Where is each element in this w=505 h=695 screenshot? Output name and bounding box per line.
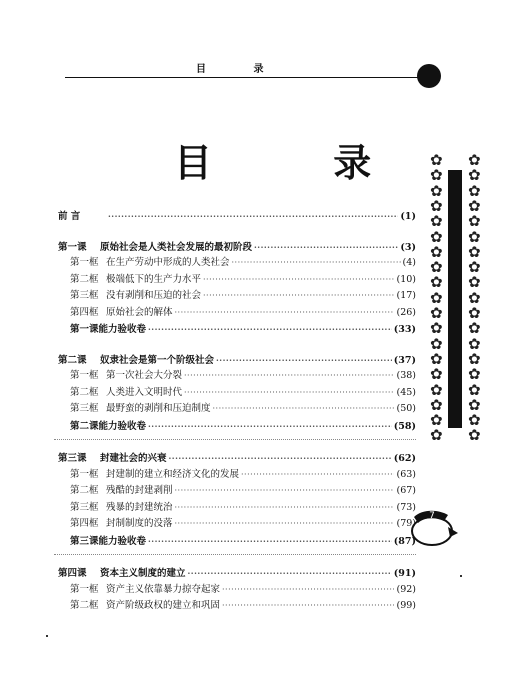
section-page: (45) xyxy=(396,386,416,398)
section-num: 第三框 xyxy=(70,403,99,414)
flower-knot-icon: ✿ xyxy=(430,181,443,200)
flower-knot-icon: ✿ xyxy=(430,227,443,246)
flower-knot-icon: ✿ xyxy=(430,304,443,322)
section-num: 第二框 xyxy=(70,386,99,398)
flower-knot-icon: ✿ xyxy=(468,227,481,246)
dot-leader xyxy=(148,533,392,550)
section-title: 封制制度的没落 xyxy=(106,518,173,529)
page-emblem-icon xyxy=(408,505,460,549)
section-title: 原始社会的解体 xyxy=(106,306,173,318)
toc-row-section[interactable] xyxy=(58,500,416,517)
dot-leader xyxy=(175,483,395,500)
flower-knot-icon: ✿ xyxy=(430,426,443,445)
flower-knot-icon: ✿ xyxy=(468,273,481,292)
section-page: (10) xyxy=(396,273,416,285)
flower-knot-icon: ✿ xyxy=(430,196,443,215)
lesson-page: (37) xyxy=(393,354,416,366)
lesson-num: 第二课 xyxy=(58,354,87,366)
section-num: 第一框 xyxy=(70,468,99,480)
exam-page: (87) xyxy=(393,535,416,547)
spacer xyxy=(58,225,416,239)
flower-knot-icon: ✿ xyxy=(468,334,481,353)
flower-knot-icon: ✿ xyxy=(430,273,443,292)
toc-row-section[interactable] xyxy=(58,483,416,500)
preface-label: 前 言 xyxy=(58,211,81,222)
dot-leader xyxy=(241,467,394,484)
toc-row-section[interactable] xyxy=(58,255,416,272)
section-title: 极端低下的生产力水平 xyxy=(106,273,202,285)
dot-leader xyxy=(222,582,394,599)
flower-knot-icon: ✿ xyxy=(468,395,481,414)
section-divider xyxy=(58,549,416,565)
lesson-title: 原始社会是人类社会发展的最初阶段 xyxy=(100,241,253,253)
lesson-page: (3) xyxy=(400,241,416,253)
flower-knot-icon: ✿ xyxy=(468,181,481,200)
flower-knot-icon: ✿ xyxy=(430,242,443,261)
flower-knot-icon: ✿ xyxy=(430,258,443,277)
toc-row-exam[interactable] xyxy=(58,418,416,435)
flower-knot-icon: ✿ xyxy=(430,365,443,384)
lesson-num: 第三课 xyxy=(58,453,87,464)
section-title: 残暴的封建统治 xyxy=(106,501,173,513)
flower-knot-icon: ✿ xyxy=(468,349,481,368)
toc-row-section[interactable] xyxy=(58,516,416,533)
toc-row-section[interactable] xyxy=(58,598,416,615)
section-page: (99) xyxy=(396,600,416,611)
flower-knot-icon: ✿ xyxy=(468,166,481,185)
dot-leader xyxy=(203,272,394,289)
dot-leader xyxy=(184,385,394,402)
table-of-contents xyxy=(58,208,416,615)
dot-leader xyxy=(254,239,398,256)
spacer xyxy=(58,338,416,352)
section-num: 第一框 xyxy=(70,583,99,595)
dot-leader xyxy=(148,418,392,435)
flower-knot-icon: ✿ xyxy=(430,349,443,368)
flower-knot-icon: ✿ xyxy=(468,153,481,169)
header-dot-ornament xyxy=(417,64,441,88)
dot-leader xyxy=(216,352,392,369)
flower-knot-icon: ✿ xyxy=(468,304,481,322)
flower-knot-icon: ✿ xyxy=(468,319,481,338)
exam-page: (58) xyxy=(393,420,416,432)
toc-row-section[interactable] xyxy=(58,305,416,322)
lesson-title: 封建社会的兴衰 xyxy=(100,453,167,464)
section-num: 第四框 xyxy=(70,518,99,529)
lesson-page: (62) xyxy=(393,453,416,464)
toc-row-section[interactable] xyxy=(58,272,416,289)
toc-row-section[interactable] xyxy=(58,401,416,418)
dot-leader xyxy=(175,305,395,322)
section-page: (73) xyxy=(396,501,416,513)
lesson-page: (91) xyxy=(393,568,416,579)
lesson-title: 奴隶社会是第一个阶级社会 xyxy=(100,354,215,366)
toc-row-lesson[interactable] xyxy=(58,352,416,369)
toc-row-section[interactable] xyxy=(58,385,416,402)
flower-knot-icon: ✿ xyxy=(468,242,481,261)
lesson-num: 第四课 xyxy=(58,568,87,579)
section-title: 残酷的封建剥削 xyxy=(106,485,173,496)
toc-row-exam[interactable] xyxy=(58,321,416,338)
section-page: (67) xyxy=(396,485,416,496)
flower-knot-icon: ✿ xyxy=(468,365,481,384)
flower-knot-icon: ✿ xyxy=(468,258,481,277)
flower-knot-icon: ✿ xyxy=(468,288,481,307)
section-page: (17) xyxy=(396,290,416,301)
flower-knot-icon: ✿ xyxy=(430,334,443,353)
dot-leader xyxy=(175,500,395,517)
dot-leader xyxy=(213,401,395,418)
flower-knot-icon: ✿ xyxy=(430,288,443,307)
toc-row-section[interactable] xyxy=(58,582,416,599)
lesson-num: 第一课 xyxy=(58,241,87,253)
flower-knot-icon: ✿ xyxy=(468,212,481,231)
lesson-title: 资本主义制度的建立 xyxy=(100,568,186,579)
section-title: 最野蛮的剥削和压迫制度 xyxy=(106,403,211,414)
section-num: 第二框 xyxy=(70,485,99,496)
section-page: (50) xyxy=(396,403,416,414)
section-num: 第二框 xyxy=(70,273,99,285)
dot-leader xyxy=(184,368,394,385)
section-title: 第一次社会大分裂 xyxy=(106,370,183,381)
toc-row-preface[interactable] xyxy=(58,208,416,225)
section-num: 第二框 xyxy=(70,600,99,611)
dot-leader xyxy=(169,450,392,467)
exam-title: 第一课能力验收卷 xyxy=(70,324,147,335)
page-title: 目 录 xyxy=(174,141,426,185)
header-rule xyxy=(65,77,427,78)
running-head: 目 录 xyxy=(196,64,286,75)
flower-knot-icon: ✿ xyxy=(430,212,443,231)
section-title: 在生产劳动中形成的人类社会 xyxy=(106,257,230,268)
section-num: 第三框 xyxy=(70,290,99,301)
section-num: 第一框 xyxy=(70,370,99,381)
flower-knot-icon: ✿ xyxy=(430,153,443,169)
section-title: 封建制的建立和经济文化的发展 xyxy=(106,468,240,480)
toc-row-exam[interactable] xyxy=(58,533,416,550)
flower-knot-icon: ✿ xyxy=(468,196,481,215)
toc-row-lesson[interactable] xyxy=(58,565,416,582)
dot-leader xyxy=(232,255,401,272)
section-num: 第三框 xyxy=(70,501,99,513)
flower-knot-icon: ✿ xyxy=(430,411,443,430)
flower-knot-icon: ✿ xyxy=(468,411,481,430)
side-ornament-bar xyxy=(448,170,462,428)
exam-page: (33) xyxy=(393,324,416,335)
section-divider xyxy=(58,434,416,450)
scan-speck xyxy=(46,635,48,637)
section-num: 第一框 xyxy=(70,257,99,268)
section-page: (4) xyxy=(402,257,416,268)
section-page: (79) xyxy=(396,518,416,529)
flower-knot-icon: ✿ xyxy=(430,395,443,414)
dot-leader xyxy=(108,208,398,225)
flower-knot-icon: ✿ xyxy=(468,380,481,399)
section-page: (38) xyxy=(396,370,416,381)
exam-title: 第二课能力验收卷 xyxy=(70,420,147,432)
dot-leader xyxy=(148,321,392,338)
toc-row-section[interactable] xyxy=(58,368,416,385)
section-num: 第四框 xyxy=(70,306,99,318)
flower-knot-icon: ✿ xyxy=(468,426,481,445)
toc-row-section[interactable] xyxy=(58,288,416,305)
flower-knot-icon: ✿ xyxy=(430,380,443,399)
scan-speck xyxy=(460,575,462,577)
dot-leader xyxy=(203,288,394,305)
preface-page: (1) xyxy=(400,211,416,222)
emblem-number: 7 xyxy=(429,511,435,521)
section-title: 没有剥削和压迫的社会 xyxy=(106,290,202,301)
dot-leader xyxy=(222,598,394,615)
exam-title: 第三课能力验收卷 xyxy=(70,535,147,547)
dot-leader xyxy=(175,516,395,533)
section-title: 资产主义依靠暴力掠夺起家 xyxy=(106,583,221,595)
section-title: 人类进入文明时代 xyxy=(106,386,183,398)
section-title: 资产阶级政权的建立和巩固 xyxy=(106,600,221,611)
flower-knot-icon: ✿ xyxy=(430,166,443,185)
section-page: (26) xyxy=(396,306,416,318)
section-page: (92) xyxy=(396,583,416,595)
toc-row-section[interactable] xyxy=(58,467,416,484)
toc-row-lesson[interactable] xyxy=(58,239,416,256)
dot-leader xyxy=(188,565,392,582)
section-page: (63) xyxy=(396,468,416,480)
toc-row-lesson[interactable] xyxy=(58,450,416,467)
flower-knot-icon: ✿ xyxy=(430,319,443,338)
